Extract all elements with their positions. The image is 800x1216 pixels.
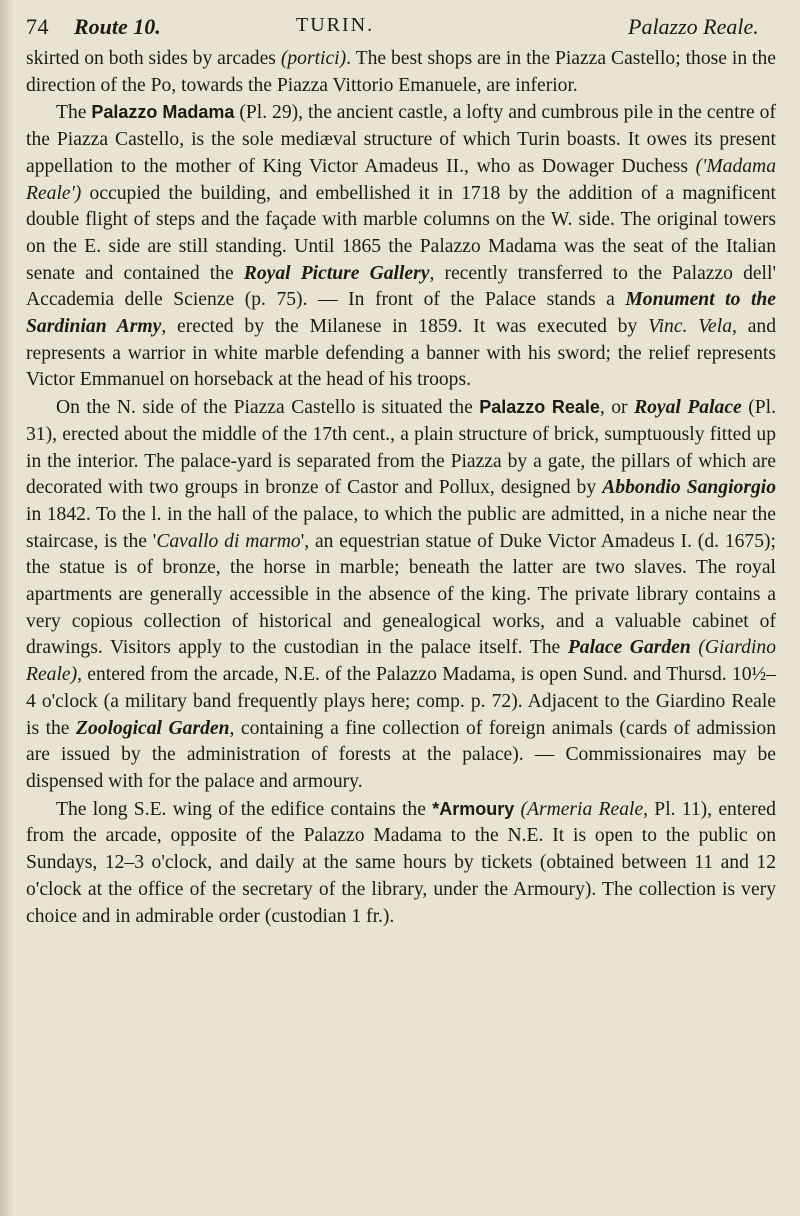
paragraph-palazzo-reale: On the N. side of the Piazza Castello is situated the Palazzo Reale, or Royal Palace (Pl. 31), erected about the middle of the 17th cent., a plain structure of brick, sumptuously fitted up in the interior. The palace-yard is separated from the Piazza by a gate, the pillars of which are decorated with two groups in bronze of Castor and Pollux, designed by Abbondio Sangiorgio in 1842. To the l. in the hall of the palace, to which the public are admitted, in a niche near the staircase, is the 'Cavallo di marmo', an equestrian statue of Duke Victor Amadeus I. (d. 1675); the statue is of bronze, the horse in marble; beneath the latter are two slaves. The royal apartments are generally accessible in the absence of the king. The private library contains a very copious collection of historical and genealogical works, and a valuable cabinet of drawings. Visitors apply to the custodian in the palace itself. The Palace Garden (Giardino Reale), entered from the arcade, N.E. of the Palazzo Madama, is open Sund. and Thursd. 10½–4 o'clock (a military band frequently plays here; comp. p. 72). Adjacent to the Giardino Reale is the Zoological Garden, containing a fine collection of foreign animals (cards of admission are issued by the administration of forests at the palace). — Commissionaires may be dispensed with for the palace and armoury. [26, 397, 777, 792]
term-palazzo-reale: Palazzo Reale [479, 397, 600, 418]
paragraph-arcades: skirted on both sides by arcades (portici). The best shops are in the Piazza Castello; those in the direction of the Po, towards the Piazza Vittorio Emanuele, are inferior. [26, 48, 776, 96]
page-number: 74 [26, 14, 49, 39]
term-royal-palace: Royal Palace [634, 397, 742, 419]
body-text [26, 46, 776, 930]
term-abbondio-sangiorgio: Abbondio Sangiorgio [602, 477, 776, 499]
term-monument-sardinian-army: Monument to the Sardinian Army [26, 289, 776, 338]
term-palace-garden: Palace Garden [567, 637, 691, 659]
term-palazzo-madama: Palazzo Madama [91, 102, 235, 123]
route-label: Route 10. [74, 14, 161, 39]
paragraph-palazzo-madama: The Palazzo Madama (Pl. 29), the ancient castle, a lofty and cumbrous pile in the centre of the Piazza Castello, is the sole mediæval structure of which Turin boasts. It owes its present appellation to the mother of King Victor Amadeus II., who as Dowager Duchess ('Madama Reale') occupied the building, and embellished it in 1718 by the addition of a magnificent double flight of steps and the façade with marble columns on the W. side. The original towers on the E. side are still standing. Until 1865 the Palazzo Madama was the seat of the Italian senate and contained the Royal Picture Gallery, recently transferred to the Palazzo dell' Accademia delle Scienze (p. 75). — In front of the Palace stands a Monument to the Sardinian Army, erected by the Milanese in 1859. It was executed by Vinc. Vela, and represents a warrior in white marble defending a banner with his sword; the relief represents Victor Emmanuel on horseback at the head of his troops. [26, 102, 777, 391]
running-header [26, 14, 776, 46]
city-heading: TURIN. [296, 14, 375, 36]
page-binding-edge [0, 0, 14, 1216]
paragraph-armoury: The long S.E. wing of the edifice contains the *Armoury (Armeria Reale, Pl. 11), entered from the arcade, opposite of the Palazzo Madama to the N.E. It is open to the public on Sundays, 12–3 o'clock, and daily at the same hours by tickets (obtained between 11 and 12 o'clock at the office of the secretary of the library, under the Armoury). The collection is very choice and in admirable order (custodian 1 fr.). [26, 798, 776, 927]
section-heading: Palazzo Reale. [628, 14, 759, 39]
book-page [26, 14, 776, 930]
term-royal-picture-gallery: Royal Picture Gallery [243, 262, 430, 284]
term-zoological-garden: Zoological Garden [76, 717, 230, 739]
term-armoury: *Armoury [432, 798, 515, 819]
